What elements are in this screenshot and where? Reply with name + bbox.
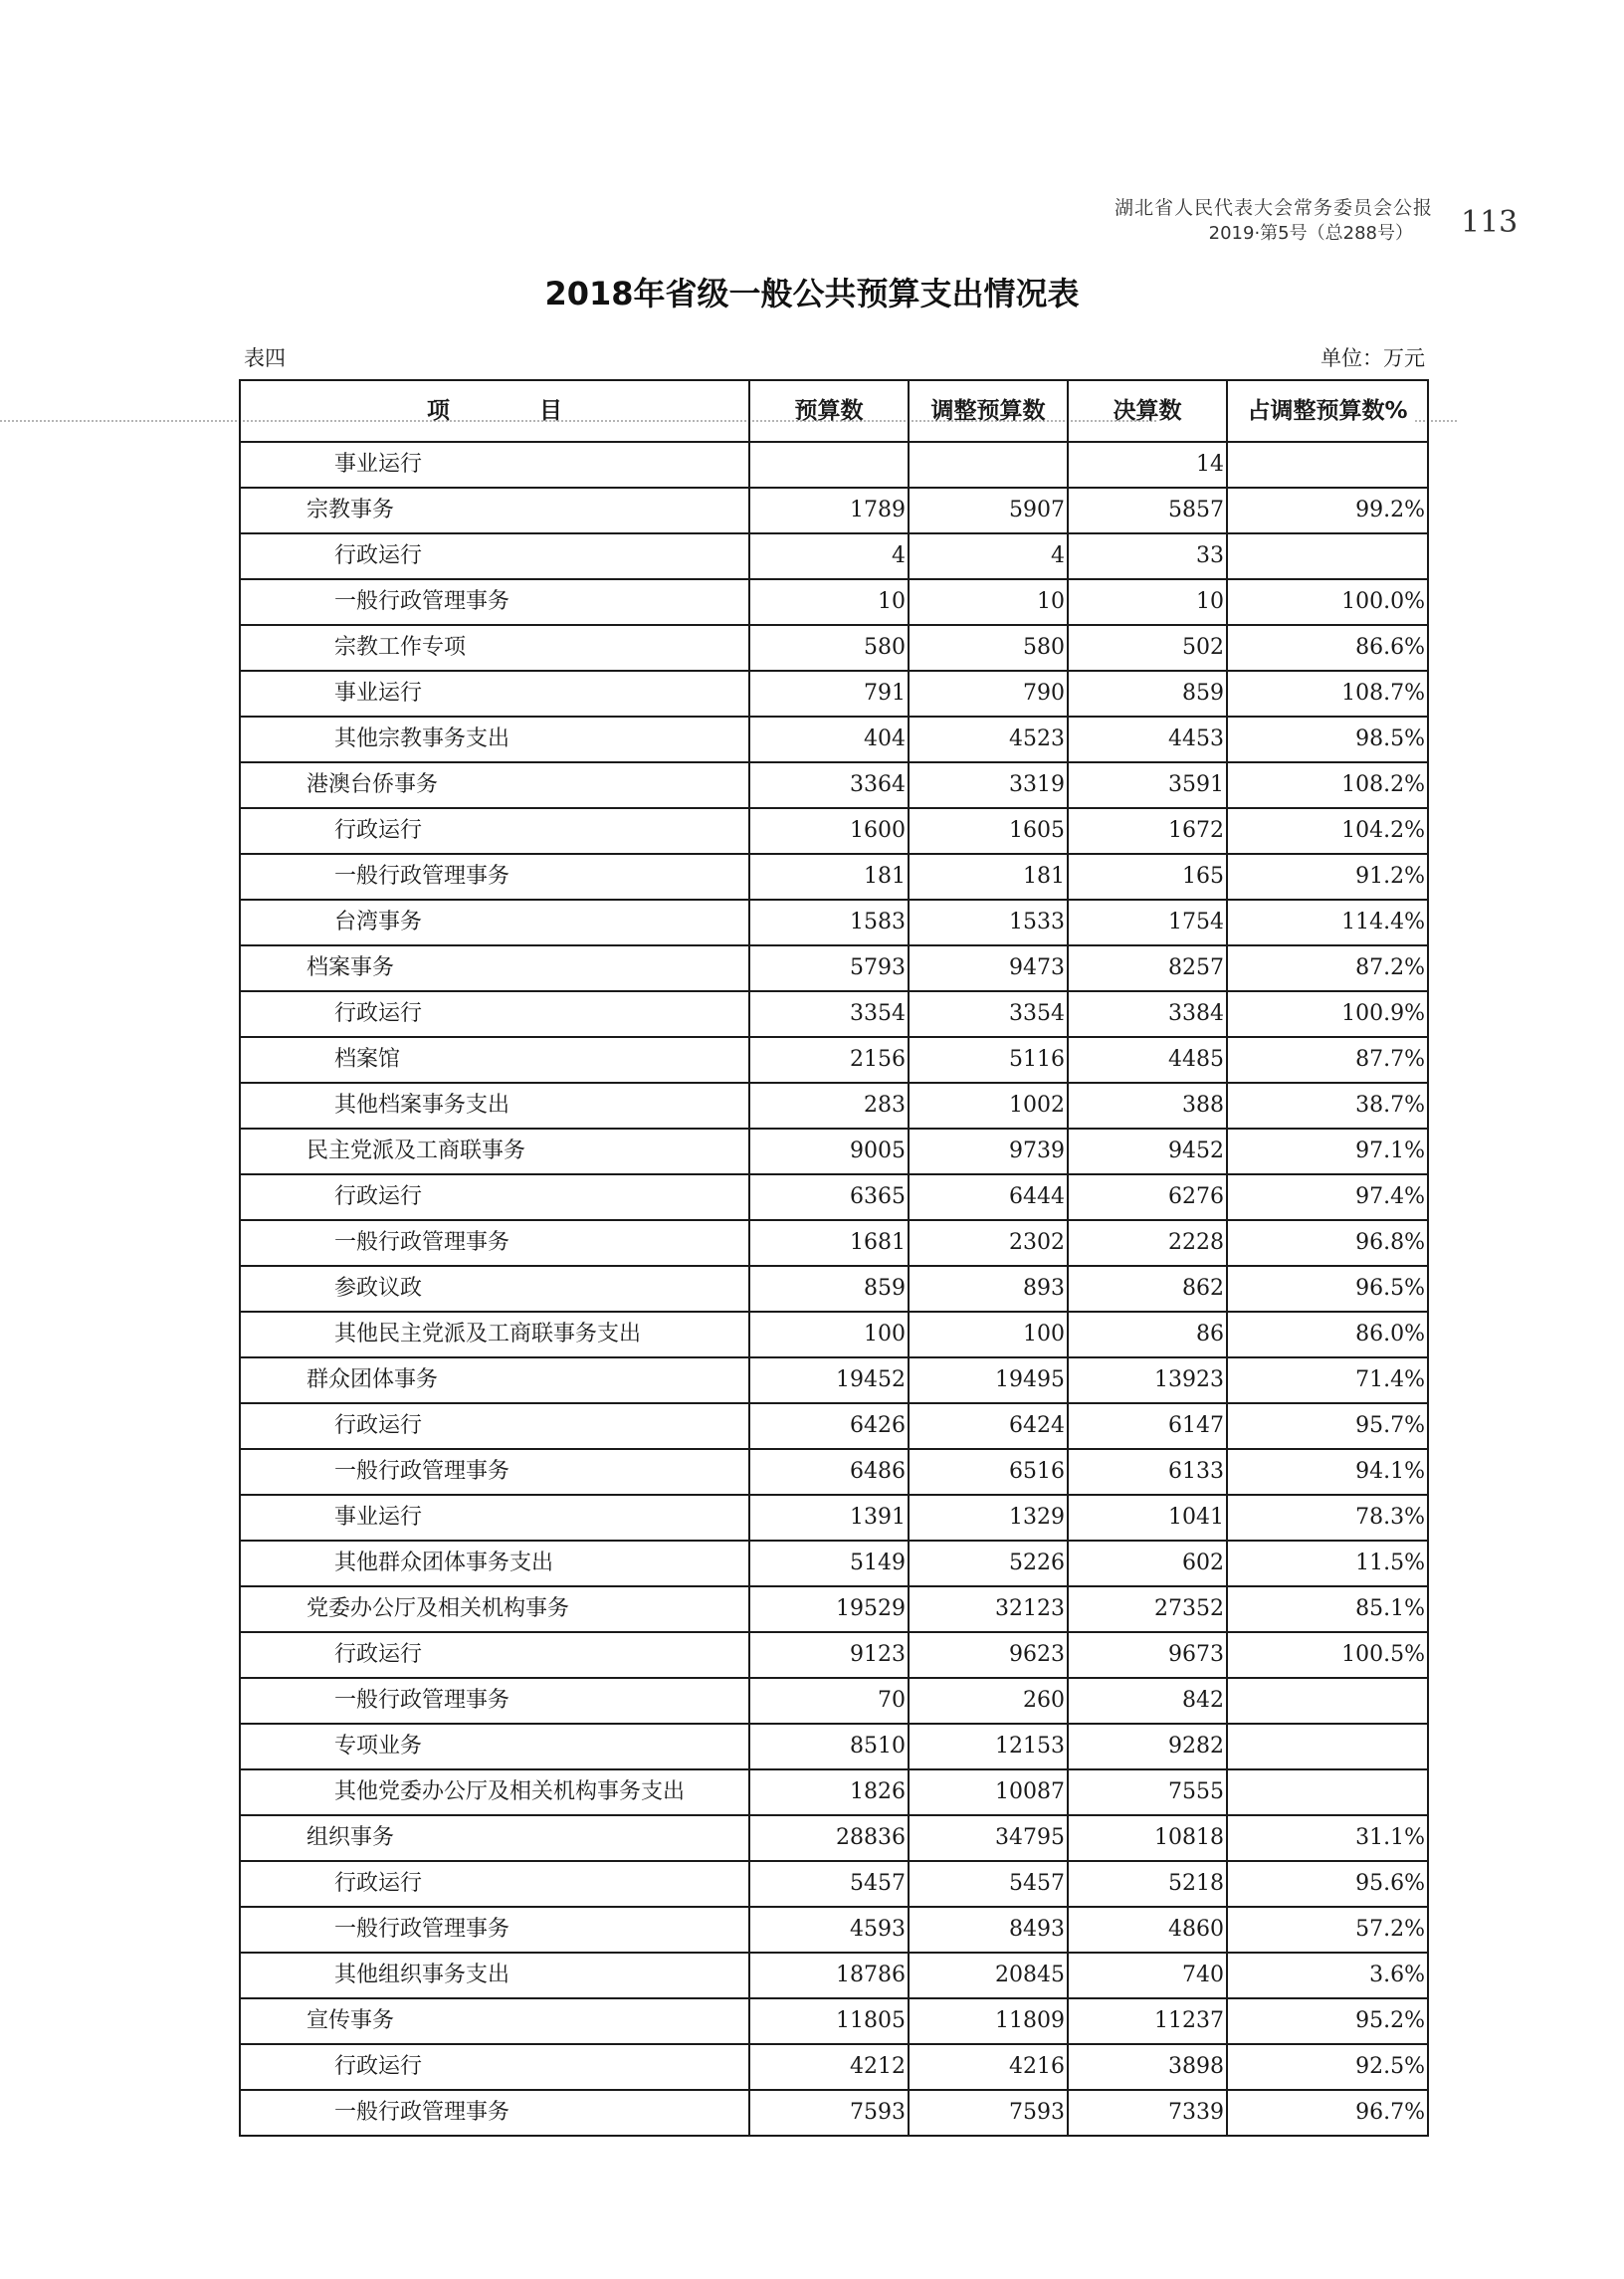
final-cell: 11237 bbox=[1068, 1998, 1227, 2044]
budget-cell: 791 bbox=[749, 671, 909, 717]
table-row bbox=[240, 1724, 1428, 1769]
adjusted-cell bbox=[909, 442, 1068, 488]
pct-cell: 96.5% bbox=[1227, 1266, 1428, 1312]
adjusted-cell: 5457 bbox=[909, 1861, 1068, 1907]
table-row bbox=[240, 1586, 1428, 1632]
budget-cell: 28836 bbox=[749, 1815, 909, 1861]
budget-cell: 7593 bbox=[749, 2090, 909, 2136]
item-name-cell: 事业运行 bbox=[240, 671, 749, 717]
item-name-cell: 行政运行 bbox=[240, 808, 749, 854]
page-header bbox=[0, 189, 1624, 249]
pct-cell: 97.1% bbox=[1227, 1129, 1428, 1174]
budget-cell: 2156 bbox=[749, 1037, 909, 1083]
adjusted-cell: 181 bbox=[909, 854, 1068, 900]
column-header-item bbox=[240, 380, 749, 442]
final-cell: 13923 bbox=[1068, 1357, 1227, 1403]
issue-number: 2019·第5号（总288号） bbox=[1208, 223, 1413, 244]
page-number: 113 bbox=[1461, 205, 1519, 240]
table-row bbox=[240, 1037, 1428, 1083]
adjusted-cell: 893 bbox=[909, 1266, 1068, 1312]
pct-cell: 3.6% bbox=[1227, 1953, 1428, 1998]
final-cell: 602 bbox=[1068, 1541, 1227, 1586]
pct-cell: 78.3% bbox=[1227, 1495, 1428, 1541]
final-cell: 165 bbox=[1068, 854, 1227, 900]
budget-cell: 3364 bbox=[749, 762, 909, 808]
item-name-cell: 事业运行 bbox=[240, 442, 749, 488]
budget-cell: 19452 bbox=[749, 1357, 909, 1403]
table-header-row bbox=[240, 380, 1428, 442]
category-name-cell: 民主党派及工商联事务 bbox=[240, 1129, 749, 1174]
adjusted-cell: 7593 bbox=[909, 2090, 1068, 2136]
pct-cell bbox=[1227, 442, 1428, 488]
budget-cell: 404 bbox=[749, 717, 909, 762]
item-name-cell: 一般行政管理事务 bbox=[240, 2090, 749, 2136]
pct-cell: 95.7% bbox=[1227, 1403, 1428, 1449]
pct-cell bbox=[1227, 1769, 1428, 1815]
pct-cell: 95.6% bbox=[1227, 1861, 1428, 1907]
item-name-cell: 专项业务 bbox=[240, 1724, 749, 1769]
budget-cell: 9005 bbox=[749, 1129, 909, 1174]
budget-cell: 4 bbox=[749, 533, 909, 579]
pct-cell: 85.1% bbox=[1227, 1586, 1428, 1632]
table-row bbox=[240, 991, 1428, 1037]
item-name-cell: 事业运行 bbox=[240, 1495, 749, 1541]
category-name-cell: 港澳台侨事务 bbox=[240, 762, 749, 808]
pct-cell: 100.9% bbox=[1227, 991, 1428, 1037]
item-name-cell: 行政运行 bbox=[240, 1403, 749, 1449]
table-row bbox=[240, 1449, 1428, 1495]
final-cell: 9452 bbox=[1068, 1129, 1227, 1174]
final-cell: 7555 bbox=[1068, 1769, 1227, 1815]
item-name-cell: 其他党委办公厅及相关机构事务支出 bbox=[240, 1769, 749, 1815]
adjusted-cell: 10 bbox=[909, 579, 1068, 625]
adjusted-cell: 100 bbox=[909, 1312, 1068, 1357]
final-cell: 4453 bbox=[1068, 717, 1227, 762]
page-title: 2018年省级一般公共预算支出情况表 bbox=[544, 275, 1080, 312]
adjusted-cell: 8493 bbox=[909, 1907, 1068, 1953]
table-row bbox=[240, 1129, 1428, 1174]
adjusted-cell: 32123 bbox=[909, 1586, 1068, 1632]
adjusted-cell: 5907 bbox=[909, 488, 1068, 533]
budget-cell: 859 bbox=[749, 1266, 909, 1312]
table-row bbox=[240, 1769, 1428, 1815]
final-cell: 3591 bbox=[1068, 762, 1227, 808]
pct-cell bbox=[1227, 1724, 1428, 1769]
final-cell: 1041 bbox=[1068, 1495, 1227, 1541]
adjusted-cell: 12153 bbox=[909, 1724, 1068, 1769]
pct-cell: 92.5% bbox=[1227, 2044, 1428, 2090]
final-cell: 10 bbox=[1068, 579, 1227, 625]
final-cell: 6276 bbox=[1068, 1174, 1227, 1220]
final-cell: 862 bbox=[1068, 1266, 1227, 1312]
budget-cell: 1391 bbox=[749, 1495, 909, 1541]
final-cell: 1672 bbox=[1068, 808, 1227, 854]
adjusted-cell: 3354 bbox=[909, 991, 1068, 1037]
final-cell: 859 bbox=[1068, 671, 1227, 717]
pct-cell: 96.8% bbox=[1227, 1220, 1428, 1266]
pct-cell: 86.6% bbox=[1227, 625, 1428, 671]
adjusted-cell: 6424 bbox=[909, 1403, 1068, 1449]
final-cell: 6147 bbox=[1068, 1403, 1227, 1449]
pct-cell bbox=[1227, 533, 1428, 579]
budget-cell: 6365 bbox=[749, 1174, 909, 1220]
pct-cell: 57.2% bbox=[1227, 1907, 1428, 1953]
adjusted-cell: 10087 bbox=[909, 1769, 1068, 1815]
adjusted-cell: 19495 bbox=[909, 1357, 1068, 1403]
item-name-cell: 其他宗教事务支出 bbox=[240, 717, 749, 762]
table-row bbox=[240, 2090, 1428, 2136]
table-row bbox=[240, 1312, 1428, 1357]
final-cell: 27352 bbox=[1068, 1586, 1227, 1632]
adjusted-cell: 9623 bbox=[909, 1632, 1068, 1678]
budget-cell: 100 bbox=[749, 1312, 909, 1357]
adjusted-cell: 4523 bbox=[909, 717, 1068, 762]
table-row bbox=[240, 1266, 1428, 1312]
item-name-cell: 一般行政管理事务 bbox=[240, 1678, 749, 1724]
adjusted-cell: 3319 bbox=[909, 762, 1068, 808]
budget-cell: 4593 bbox=[749, 1907, 909, 1953]
budget-cell bbox=[749, 442, 909, 488]
item-name-cell: 其他群众团体事务支出 bbox=[240, 1541, 749, 1586]
item-name-cell: 行政运行 bbox=[240, 1861, 749, 1907]
table-row bbox=[240, 762, 1428, 808]
budget-cell: 181 bbox=[749, 854, 909, 900]
table-label: 表四 bbox=[244, 346, 286, 370]
final-cell: 4860 bbox=[1068, 1907, 1227, 1953]
adjusted-cell: 5116 bbox=[909, 1037, 1068, 1083]
table-row bbox=[240, 808, 1428, 854]
budget-cell: 5457 bbox=[749, 1861, 909, 1907]
item-name-cell: 一般行政管理事务 bbox=[240, 1220, 749, 1266]
table-row bbox=[240, 2044, 1428, 2090]
table-row bbox=[240, 854, 1428, 900]
table-row bbox=[240, 533, 1428, 579]
adjusted-cell: 1329 bbox=[909, 1495, 1068, 1541]
table-row bbox=[240, 900, 1428, 945]
final-cell: 740 bbox=[1068, 1953, 1227, 1998]
adjusted-cell: 34795 bbox=[909, 1815, 1068, 1861]
adjusted-cell: 260 bbox=[909, 1678, 1068, 1724]
table-row bbox=[240, 1632, 1428, 1678]
budget-cell: 5793 bbox=[749, 945, 909, 991]
pct-cell: 95.2% bbox=[1227, 1998, 1428, 2044]
final-cell: 5857 bbox=[1068, 488, 1227, 533]
item-name-cell: 参政议政 bbox=[240, 1266, 749, 1312]
pct-cell: 11.5% bbox=[1227, 1541, 1428, 1586]
final-cell: 33 bbox=[1068, 533, 1227, 579]
table-row bbox=[240, 671, 1428, 717]
table-body bbox=[240, 442, 1428, 2136]
pct-cell: 100.5% bbox=[1227, 1632, 1428, 1678]
table-row bbox=[240, 1357, 1428, 1403]
pct-cell: 87.7% bbox=[1227, 1037, 1428, 1083]
pct-cell: 31.1% bbox=[1227, 1815, 1428, 1861]
table-row bbox=[240, 1678, 1428, 1724]
item-name-cell: 一般行政管理事务 bbox=[240, 854, 749, 900]
budget-cell: 3354 bbox=[749, 991, 909, 1037]
column-header-budget: 预算数 bbox=[749, 380, 909, 442]
final-cell: 2228 bbox=[1068, 1220, 1227, 1266]
budget-cell: 9123 bbox=[749, 1632, 909, 1678]
final-cell: 10818 bbox=[1068, 1815, 1227, 1861]
table-row bbox=[240, 625, 1428, 671]
adjusted-cell: 9739 bbox=[909, 1129, 1068, 1174]
category-name-cell: 宗教事务 bbox=[240, 488, 749, 533]
pct-cell: 104.2% bbox=[1227, 808, 1428, 854]
item-name-cell: 一般行政管理事务 bbox=[240, 1449, 749, 1495]
item-name-cell: 其他民主党派及工商联事务支出 bbox=[240, 1312, 749, 1357]
pct-cell: 114.4% bbox=[1227, 900, 1428, 945]
adjusted-cell: 20845 bbox=[909, 1953, 1068, 1998]
adjusted-cell: 5226 bbox=[909, 1541, 1068, 1586]
table-row bbox=[240, 1403, 1428, 1449]
pct-cell bbox=[1227, 1678, 1428, 1724]
table-row bbox=[240, 1815, 1428, 1861]
budget-cell: 6426 bbox=[749, 1403, 909, 1449]
adjusted-cell: 1605 bbox=[909, 808, 1068, 854]
budget-cell: 6486 bbox=[749, 1449, 909, 1495]
pct-cell: 96.7% bbox=[1227, 2090, 1428, 2136]
budget-cell: 4212 bbox=[749, 2044, 909, 2090]
pct-cell: 71.4% bbox=[1227, 1357, 1428, 1403]
category-name-cell: 组织事务 bbox=[240, 1815, 749, 1861]
item-name-cell: 一般行政管理事务 bbox=[240, 1907, 749, 1953]
category-name-cell: 档案事务 bbox=[240, 945, 749, 991]
item-name-cell: 行政运行 bbox=[240, 2044, 749, 2090]
unit-label: 单位：万元 bbox=[1320, 346, 1425, 370]
table-row bbox=[240, 1541, 1428, 1586]
final-cell: 8257 bbox=[1068, 945, 1227, 991]
column-header-final: 决算数 bbox=[1068, 380, 1227, 442]
pct-cell: 99.2% bbox=[1227, 488, 1428, 533]
table-row bbox=[240, 488, 1428, 533]
adjusted-cell: 6444 bbox=[909, 1174, 1068, 1220]
column-header-item-a: 项 bbox=[427, 398, 450, 424]
column-header-adjusted: 调整预算数 bbox=[909, 380, 1068, 442]
adjusted-cell: 2302 bbox=[909, 1220, 1068, 1266]
pct-cell: 87.2% bbox=[1227, 945, 1428, 991]
final-cell: 86 bbox=[1068, 1312, 1227, 1357]
adjusted-cell: 9473 bbox=[909, 945, 1068, 991]
budget-cell: 1583 bbox=[749, 900, 909, 945]
budget-cell: 1826 bbox=[749, 1769, 909, 1815]
column-header-pct: 占调整预算数% bbox=[1227, 380, 1428, 442]
table-row bbox=[240, 1495, 1428, 1541]
item-name-cell: 其他档案事务支出 bbox=[240, 1083, 749, 1129]
final-cell: 4485 bbox=[1068, 1037, 1227, 1083]
budget-cell: 283 bbox=[749, 1083, 909, 1129]
final-cell: 7339 bbox=[1068, 2090, 1227, 2136]
budget-cell: 70 bbox=[749, 1678, 909, 1724]
budget-cell: 580 bbox=[749, 625, 909, 671]
table-row bbox=[240, 945, 1428, 991]
pct-cell: 86.0% bbox=[1227, 1312, 1428, 1357]
table-row bbox=[240, 1220, 1428, 1266]
table-row bbox=[240, 717, 1428, 762]
pct-cell: 98.5% bbox=[1227, 717, 1428, 762]
column-header-item-b: 目 bbox=[539, 398, 562, 424]
table-row bbox=[240, 1083, 1428, 1129]
item-name-cell: 其他组织事务支出 bbox=[240, 1953, 749, 1998]
final-cell: 9282 bbox=[1068, 1724, 1227, 1769]
category-name-cell: 党委办公厅及相关机构事务 bbox=[240, 1586, 749, 1632]
pct-cell: 108.7% bbox=[1227, 671, 1428, 717]
table-row bbox=[240, 1907, 1428, 1953]
adjusted-cell: 6516 bbox=[909, 1449, 1068, 1495]
item-name-cell: 宗教工作专项 bbox=[240, 625, 749, 671]
adjusted-cell: 4 bbox=[909, 533, 1068, 579]
adjusted-cell: 1533 bbox=[909, 900, 1068, 945]
item-name-cell: 台湾事务 bbox=[240, 900, 749, 945]
item-name-cell: 档案馆 bbox=[240, 1037, 749, 1083]
item-name-cell: 行政运行 bbox=[240, 533, 749, 579]
item-name-cell: 行政运行 bbox=[240, 1632, 749, 1678]
table-row bbox=[240, 1953, 1428, 1998]
pct-cell: 38.7% bbox=[1227, 1083, 1428, 1129]
budget-cell: 1681 bbox=[749, 1220, 909, 1266]
adjusted-cell: 11809 bbox=[909, 1998, 1068, 2044]
table-row bbox=[240, 1174, 1428, 1220]
table-row bbox=[240, 442, 1428, 488]
budget-cell: 18786 bbox=[749, 1953, 909, 1998]
budget-cell: 11805 bbox=[749, 1998, 909, 2044]
category-name-cell: 群众团体事务 bbox=[240, 1357, 749, 1403]
budget-cell: 1600 bbox=[749, 808, 909, 854]
pct-cell: 97.4% bbox=[1227, 1174, 1428, 1220]
item-name-cell: 一般行政管理事务 bbox=[240, 579, 749, 625]
pct-cell: 100.0% bbox=[1227, 579, 1428, 625]
pct-cell: 91.2% bbox=[1227, 854, 1428, 900]
final-cell: 3898 bbox=[1068, 2044, 1227, 2090]
final-cell: 3384 bbox=[1068, 991, 1227, 1037]
final-cell: 5218 bbox=[1068, 1861, 1227, 1907]
final-cell: 502 bbox=[1068, 625, 1227, 671]
pct-cell: 108.2% bbox=[1227, 762, 1428, 808]
budget-table bbox=[239, 379, 1429, 2137]
category-name-cell: 宣传事务 bbox=[240, 1998, 749, 2044]
pct-cell: 94.1% bbox=[1227, 1449, 1428, 1495]
adjusted-cell: 580 bbox=[909, 625, 1068, 671]
item-name-cell: 行政运行 bbox=[240, 1174, 749, 1220]
budget-cell: 1789 bbox=[749, 488, 909, 533]
final-cell: 388 bbox=[1068, 1083, 1227, 1129]
item-name-cell: 行政运行 bbox=[240, 991, 749, 1037]
final-cell: 1754 bbox=[1068, 900, 1227, 945]
final-cell: 842 bbox=[1068, 1678, 1227, 1724]
adjusted-cell: 790 bbox=[909, 671, 1068, 717]
final-cell: 6133 bbox=[1068, 1449, 1227, 1495]
table-row bbox=[240, 579, 1428, 625]
budget-cell: 19529 bbox=[749, 1586, 909, 1632]
budget-cell: 5149 bbox=[749, 1541, 909, 1586]
table-row bbox=[240, 1861, 1428, 1907]
final-cell: 9673 bbox=[1068, 1632, 1227, 1678]
budget-cell: 10 bbox=[749, 579, 909, 625]
adjusted-cell: 1002 bbox=[909, 1083, 1068, 1129]
adjusted-cell: 4216 bbox=[909, 2044, 1068, 2090]
table-row bbox=[240, 1998, 1428, 2044]
final-cell: 14 bbox=[1068, 442, 1227, 488]
budget-cell: 8510 bbox=[749, 1724, 909, 1769]
journal-name: 湖北省人民代表大会常务委员会公报 bbox=[1114, 197, 1433, 219]
